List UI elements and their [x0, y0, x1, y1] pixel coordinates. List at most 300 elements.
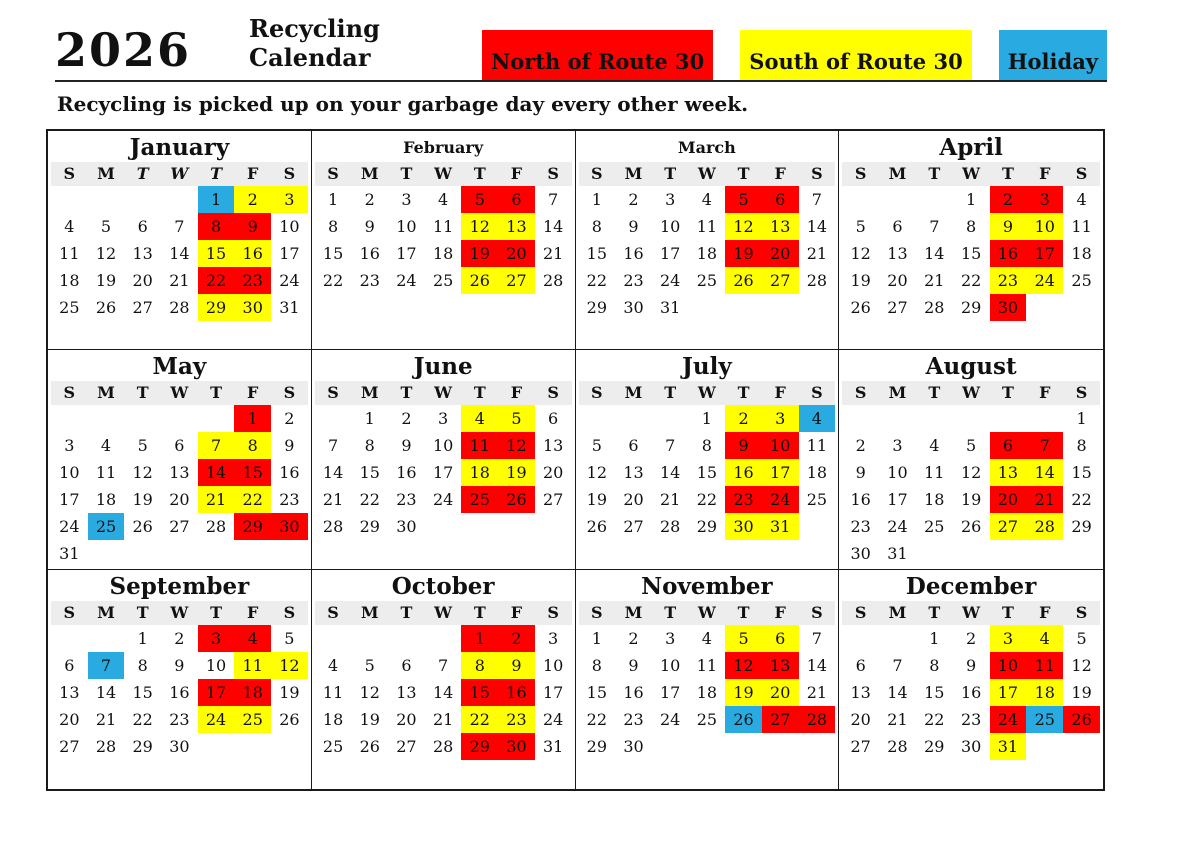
subtitle: Recycling is picked up on your garbage day every other week.: [57, 92, 749, 116]
day-cell-yellow: 2: [234, 186, 271, 213]
weekday-label: M: [360, 164, 379, 183]
day-cell-red: 10: [762, 432, 799, 459]
day-cell-yellow: 13: [498, 213, 535, 240]
weekday-label: F: [510, 164, 523, 183]
day-cell: 4: [1076, 190, 1087, 209]
day-cell: 2: [855, 436, 866, 456]
day-cell: 30: [850, 544, 871, 564]
weekday-header: [579, 162, 836, 186]
day-cell: 2: [966, 628, 977, 648]
weekday-label: S: [547, 602, 559, 622]
day-cell: 14: [432, 682, 454, 702]
day-cell-red: 29: [234, 513, 271, 540]
day-cell-red: 6: [990, 432, 1027, 459]
day-cell-red: 3: [1026, 186, 1063, 213]
weeks: [579, 625, 836, 760]
weekday-label: T: [473, 602, 486, 622]
day-cell: 26: [132, 517, 153, 537]
day-cell: 17: [542, 682, 564, 702]
day-cell: 20: [850, 709, 871, 729]
day-cell: 4: [327, 655, 339, 675]
day-cell-yellow: 23: [498, 706, 535, 733]
day-cell-yellow: 15: [198, 240, 235, 267]
day-cell: 16: [960, 682, 982, 702]
calendar-grid: [46, 129, 1105, 791]
day-cell-yellow: 30: [725, 513, 762, 540]
day-cell: 20: [887, 271, 908, 290]
day-cell: 1: [929, 628, 940, 648]
day-cell: 12: [586, 463, 608, 483]
day-cell: 14: [806, 217, 828, 236]
weekday-header: [315, 381, 572, 405]
day-cell: 14: [95, 682, 117, 702]
day-cell: 14: [887, 682, 908, 702]
month-may: [48, 350, 312, 569]
day-cell: 18: [95, 490, 117, 510]
day-cell: 2: [628, 628, 639, 648]
weekday-label: W: [434, 383, 453, 403]
day-cell: 6: [548, 409, 559, 429]
month-title: February: [403, 138, 484, 157]
weekday-label: S: [1075, 164, 1088, 183]
day-cell-yellow: 12: [271, 652, 308, 679]
day-cell: 19: [359, 709, 380, 729]
day-cell: [762, 733, 799, 760]
day-cell: 30: [960, 736, 982, 756]
day-cell-red: 12: [725, 652, 762, 679]
day-cell: 14: [660, 463, 681, 483]
day-cell: 15: [132, 682, 153, 702]
day-cell: 1: [591, 190, 602, 209]
day-cell: 27: [169, 517, 190, 537]
day-cell-yellow: 25: [234, 706, 271, 733]
day-cell: 12: [1071, 655, 1092, 675]
day-cell: 15: [1071, 463, 1092, 483]
weekday-label: T: [664, 602, 677, 622]
weekday-label: T: [664, 164, 677, 183]
day-cell-yellow: 18: [461, 459, 498, 486]
day-cell: [725, 294, 762, 321]
day-cell: 8: [966, 217, 977, 236]
month-october: [312, 570, 576, 789]
weekday-label: S: [327, 164, 339, 183]
day-cell: [388, 625, 425, 652]
day-cell-red: 11: [461, 432, 498, 459]
weekday-label: F: [1039, 164, 1051, 183]
month-title: June: [413, 353, 473, 381]
day-cell-yellow: 11: [234, 652, 271, 679]
day-cell: [799, 733, 836, 760]
day-cell: 24: [887, 517, 908, 537]
month-title: August: [925, 353, 1017, 381]
day-cell: 8: [929, 655, 940, 675]
day-cell-red: 9: [725, 432, 762, 459]
day-cell-yellow: 12: [461, 213, 498, 240]
day-cell: 19: [586, 490, 608, 510]
day-cell-red: 23: [725, 486, 762, 513]
weekday-label: W: [962, 164, 981, 183]
day-cell: 9: [966, 655, 977, 675]
month-august: [839, 350, 1103, 569]
day-cell: 17: [279, 244, 300, 263]
day-cell: [799, 294, 836, 321]
day-cell: 5: [855, 217, 866, 236]
day-cell: 7: [438, 655, 449, 675]
day-cell: 6: [64, 655, 75, 675]
weekday-label: S: [1075, 602, 1088, 622]
day-cell-red: 17: [1026, 240, 1063, 267]
day-cell-blue: 25: [1026, 706, 1063, 733]
day-cell: 28: [660, 517, 681, 537]
weekday-label: M: [360, 602, 379, 622]
day-cell: [842, 186, 879, 213]
weekday-header: [315, 162, 572, 186]
day-cell: 25: [696, 271, 718, 290]
day-cell-red: 10: [990, 652, 1027, 679]
weekday-label: T: [737, 164, 750, 183]
day-cell: 3: [665, 190, 676, 209]
day-cell: 20: [396, 709, 417, 729]
day-cell: 16: [396, 463, 417, 483]
weekday-header: [842, 162, 1100, 186]
day-cell: 12: [95, 244, 117, 263]
day-cell: 26: [850, 298, 871, 317]
day-cell-blue: 1: [198, 186, 235, 213]
day-cell: [198, 540, 235, 567]
day-cell: [762, 294, 799, 321]
day-cell: 1: [701, 409, 712, 429]
day-cell-red: 1: [461, 625, 498, 652]
weekday-label: M: [888, 602, 907, 622]
day-cell-red: 26: [498, 486, 535, 513]
day-cell: 25: [59, 298, 80, 317]
day-cell: [799, 513, 836, 540]
weekday-label: M: [888, 383, 907, 403]
day-cell: 22: [322, 271, 344, 290]
day-cell-yellow: 2: [725, 405, 762, 432]
day-cell-yellow: 3: [990, 625, 1027, 652]
day-cell-yellow: 5: [498, 405, 535, 432]
day-cell-blue: 25: [88, 513, 125, 540]
day-cell: [124, 405, 161, 432]
day-cell: 14: [322, 463, 344, 483]
day-cell: 23: [359, 271, 380, 290]
day-cell-yellow: 8: [461, 652, 498, 679]
weekday-label: T: [210, 383, 222, 403]
day-cell: 2: [284, 409, 295, 429]
day-cell: 31: [660, 298, 681, 317]
year-label: 2026: [55, 23, 192, 77]
day-cell-yellow: 8: [234, 432, 271, 459]
day-cell: 30: [169, 736, 190, 756]
day-cell: 24: [279, 271, 300, 290]
day-cell: 28: [322, 517, 344, 537]
day-cell: [461, 513, 498, 540]
day-cell-red: 25: [461, 486, 498, 513]
day-cell: 25: [322, 736, 344, 756]
day-cell: [652, 733, 689, 760]
day-cell: 3: [548, 628, 559, 648]
day-cell: [161, 405, 198, 432]
day-cell: 28: [542, 271, 564, 290]
month-title: October: [391, 572, 495, 600]
legend-south-of-route-30: South of Route 30: [740, 30, 971, 80]
day-cell: 30: [623, 298, 644, 317]
day-cell: 21: [322, 490, 344, 510]
day-cell: [271, 733, 308, 760]
day-cell: 26: [359, 736, 380, 756]
day-cell: 23: [850, 517, 871, 537]
day-cell-red: 24: [762, 486, 799, 513]
day-cell: [842, 405, 879, 432]
day-cell: 21: [924, 271, 945, 290]
day-cell: 10: [396, 217, 417, 236]
day-cell: 4: [929, 436, 940, 456]
day-cell: 24: [660, 271, 681, 290]
day-cell: 1: [137, 628, 148, 648]
day-cell: 12: [960, 463, 982, 483]
weekday-label: F: [774, 383, 786, 403]
weekday-label: W: [434, 164, 453, 183]
day-cell: 27: [542, 490, 564, 510]
day-cell-red: 13: [762, 652, 799, 679]
day-cell-yellow: 6: [762, 625, 799, 652]
day-cell: 29: [1071, 517, 1092, 537]
weekday-label: T: [136, 164, 149, 183]
weekday-label: W: [170, 383, 189, 403]
day-cell: 20: [132, 271, 153, 290]
weekday-header: [51, 381, 308, 405]
day-cell-yellow: 23: [990, 267, 1027, 294]
day-cell-red: 19: [461, 240, 498, 267]
day-cell: 16: [623, 244, 644, 263]
day-cell: 1: [1076, 409, 1087, 429]
weekday-label: M: [360, 383, 379, 403]
weekday-label: F: [774, 602, 786, 622]
day-cell: 7: [811, 628, 822, 648]
day-cell: 31: [279, 298, 300, 317]
day-cell-yellow: 30: [234, 294, 271, 321]
day-cell: 9: [855, 463, 866, 483]
day-cell: [88, 540, 125, 567]
day-cell: 16: [169, 682, 190, 702]
day-cell: 5: [1076, 628, 1087, 648]
day-cell: 3: [892, 436, 903, 456]
weeks: [579, 405, 836, 540]
weekday-label: M: [624, 164, 643, 183]
day-cell: 3: [438, 409, 449, 429]
day-cell-red: 6: [498, 186, 535, 213]
day-cell: 9: [174, 655, 185, 675]
legend-holiday: Holiday: [999, 30, 1107, 80]
day-cell: [124, 186, 161, 213]
day-cell-yellow: 29: [198, 294, 235, 321]
day-cell: 28: [806, 271, 828, 290]
day-cell-red: 11: [1026, 652, 1063, 679]
day-cell: 11: [59, 244, 80, 263]
day-cell: [351, 625, 388, 652]
weeks: [51, 405, 308, 567]
weekday-label: W: [434, 602, 453, 622]
day-cell: 22: [960, 271, 982, 290]
day-cell: 5: [100, 217, 112, 236]
month-july: [576, 350, 840, 569]
day-cell: 9: [628, 217, 639, 236]
day-cell: 3: [401, 190, 412, 209]
month-title: September: [109, 572, 250, 600]
weekday-label: S: [63, 164, 76, 183]
day-cell: [916, 405, 953, 432]
day-cell: 7: [892, 655, 903, 675]
day-cell: 17: [887, 490, 908, 510]
day-cell: 29: [924, 736, 945, 756]
weekday-label: F: [247, 164, 259, 183]
day-cell: [879, 405, 916, 432]
day-cell-yellow: 16: [234, 240, 271, 267]
day-cell: [234, 540, 271, 567]
weekday-label: S: [591, 383, 603, 403]
day-cell: 4: [438, 190, 449, 209]
day-cell-yellow: 31: [990, 733, 1027, 760]
weekday-header: [51, 601, 308, 625]
day-cell-red: 9: [234, 213, 271, 240]
day-cell: 11: [432, 217, 454, 236]
day-cell: [953, 540, 990, 567]
day-cell-red: 16: [990, 240, 1027, 267]
day-cell: [953, 405, 990, 432]
day-cell: 29: [960, 298, 982, 317]
day-cell-red: 14: [198, 459, 235, 486]
weekday-label: M: [97, 164, 115, 183]
day-cell: 24: [432, 490, 454, 510]
day-cell: 16: [359, 244, 380, 263]
day-cell-yellow: 18: [1026, 679, 1063, 706]
weekday-header: [842, 601, 1100, 625]
day-cell: 28: [432, 736, 454, 756]
weekday-label: T: [136, 602, 149, 622]
day-cell: 13: [396, 682, 417, 702]
day-cell: [990, 540, 1027, 567]
day-cell: 19: [960, 490, 982, 510]
weekday-label: S: [591, 164, 603, 183]
weekday-label: S: [854, 164, 867, 183]
legend-north-of-route-30: North of Route 30: [482, 30, 713, 80]
day-cell: 22: [586, 271, 608, 290]
weekday-label: T: [1001, 383, 1014, 403]
month-title: April: [939, 134, 1003, 161]
day-cell-red: 26: [1063, 706, 1100, 733]
month-january: [48, 131, 312, 350]
day-cell: 8: [591, 655, 602, 675]
day-cell: 9: [284, 436, 295, 456]
day-cell: [990, 405, 1027, 432]
day-cell: 23: [169, 709, 190, 729]
weekday-label: S: [283, 164, 296, 183]
day-cell: 4: [701, 190, 712, 209]
day-cell-yellow: 19: [725, 679, 762, 706]
day-cell: [88, 625, 125, 652]
day-cell: [1026, 733, 1063, 760]
month-title: November: [641, 572, 773, 600]
day-cell-red: 1: [234, 405, 271, 432]
day-cell: [51, 186, 88, 213]
day-cell: 14: [924, 244, 945, 263]
weekday-header: [579, 601, 836, 625]
day-cell: [124, 540, 161, 567]
weekday-label: M: [97, 602, 115, 622]
day-cell: [652, 405, 689, 432]
day-cell-red: 4: [234, 625, 271, 652]
day-cell-yellow: 12: [725, 213, 762, 240]
day-cell: 8: [701, 436, 712, 456]
day-cell-red: 18: [234, 679, 271, 706]
day-cell: 4: [64, 217, 75, 236]
day-cell-yellow: 28: [1026, 513, 1063, 540]
weekday-header: [579, 381, 836, 405]
day-cell: 18: [432, 244, 454, 263]
day-cell: 31: [887, 544, 908, 564]
day-cell: 8: [591, 217, 602, 236]
day-cell: 26: [279, 709, 300, 729]
day-cell: 10: [279, 217, 300, 236]
weekday-label: F: [1039, 602, 1051, 622]
weekday-label: S: [811, 164, 823, 183]
day-cell: 21: [542, 244, 564, 263]
weekday-label: T: [928, 602, 941, 622]
day-cell: 25: [432, 271, 454, 290]
day-cell: 12: [359, 682, 380, 702]
weekday-label: T: [737, 602, 750, 622]
day-cell: 13: [132, 244, 153, 263]
day-cell: 29: [586, 298, 608, 317]
month-title: May: [152, 353, 207, 381]
day-cell-yellow: 22: [461, 706, 498, 733]
day-cell: 15: [359, 463, 380, 483]
day-cell-yellow: 27: [762, 267, 799, 294]
day-cell: 18: [806, 463, 828, 483]
weeks: [842, 625, 1100, 760]
day-cell: [51, 405, 88, 432]
weekday-label: W: [962, 602, 981, 622]
weekday-label: W: [962, 383, 981, 403]
day-cell-red: 29: [461, 733, 498, 760]
month-title: March: [677, 138, 736, 157]
day-cell: 15: [586, 244, 608, 263]
day-cell: [425, 625, 462, 652]
day-cell: 17: [660, 244, 681, 263]
weekday-label: T: [473, 383, 486, 403]
day-cell: 22: [132, 709, 153, 729]
day-cell-yellow: 27: [498, 267, 535, 294]
day-cell: 19: [850, 271, 871, 290]
day-cell: 11: [322, 682, 344, 702]
weekday-label: T: [664, 383, 677, 403]
day-cell: [198, 733, 235, 760]
day-cell: 21: [169, 271, 190, 290]
day-cell: 15: [586, 682, 608, 702]
weekday-label: F: [510, 383, 523, 403]
day-cell: 21: [806, 682, 828, 702]
day-cell-yellow: 10: [1026, 213, 1063, 240]
page-title: Recycling Calendar: [249, 14, 380, 72]
day-cell-red: 5: [461, 186, 498, 213]
day-cell: [51, 625, 88, 652]
day-cell: 27: [59, 736, 80, 756]
month-september: [48, 570, 312, 789]
day-cell: [315, 405, 352, 432]
weeks: [315, 186, 572, 294]
weekday-label: T: [737, 383, 750, 403]
